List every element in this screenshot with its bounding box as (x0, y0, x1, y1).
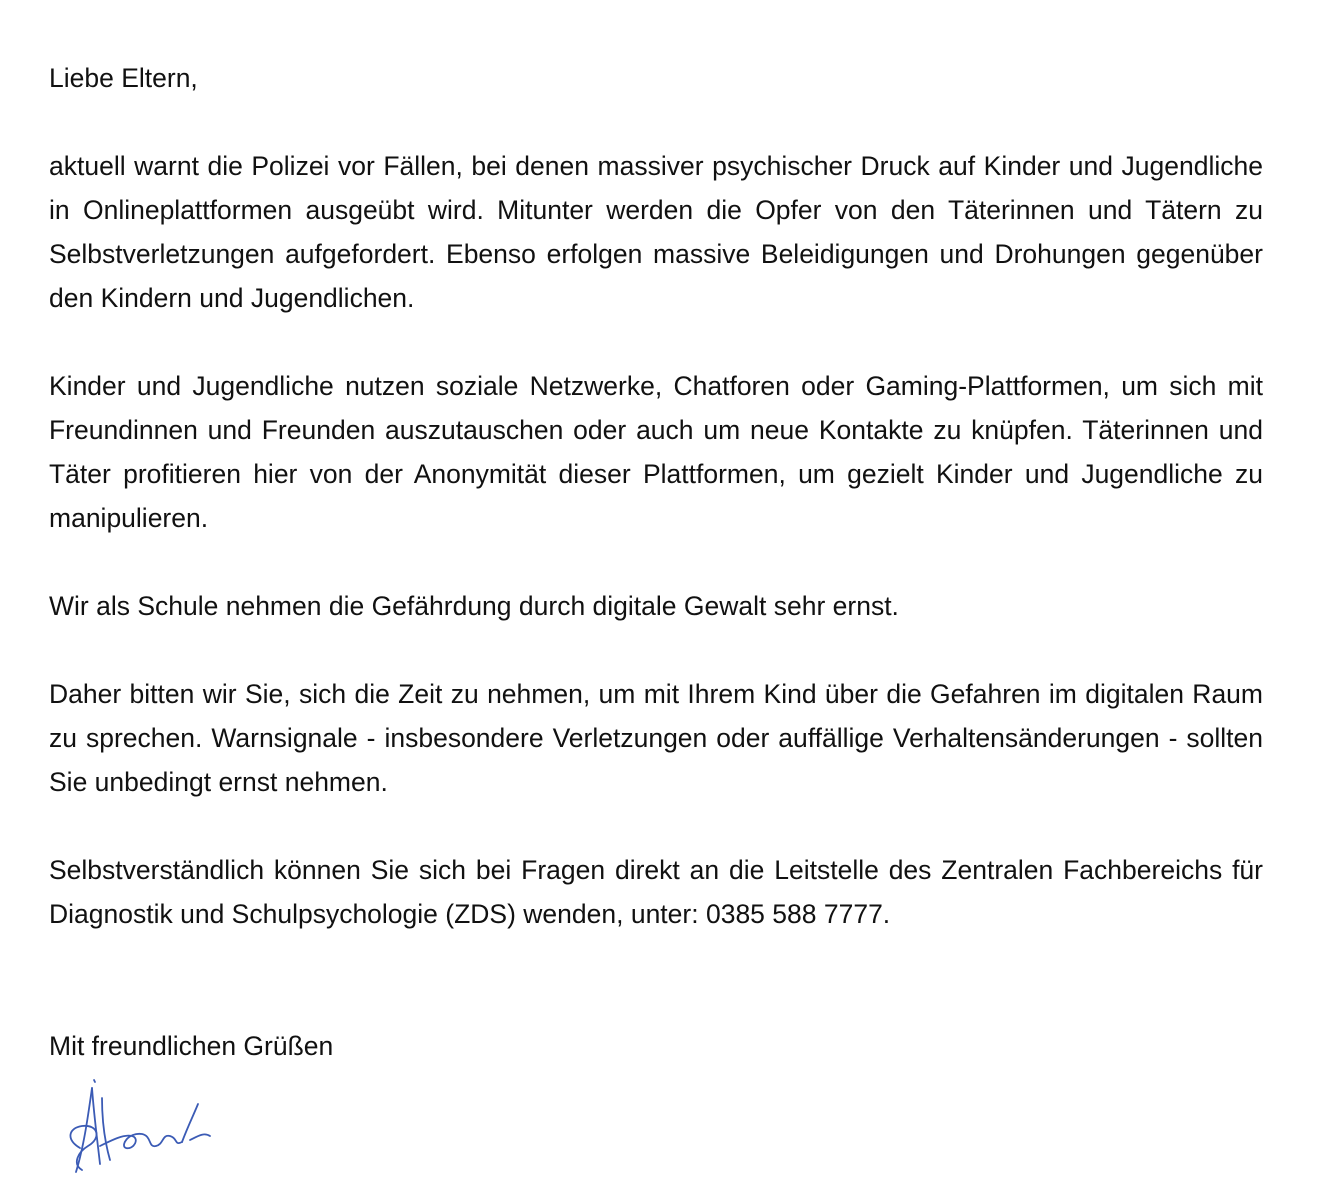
letter-body (49, 56, 1263, 1068)
paragraph-school-statement: Wir als Schule nehmen die Gefährdung durch digitale Gewalt sehr ernst. (49, 591, 899, 621)
paragraph-zds-contact: Selbstverständlich können Sie sich bei Fragen direkt an die Leitstelle des Zentralen Fachbereichs für Diagnostik und Schulpsychologie (ZDS) wenden, unter: 0385 588 7777. (49, 855, 1263, 929)
paragraph-parent-request: Daher bitten wir Sie, sich die Zeit zu nehmen, um mit Ihrem Kind über die Gefahren im digitalen Raum zu sprechen. Warnsignale - insbesondere Verletzungen oder auffällige Verhaltensänderungen - sollten Sie unbedingt ernst nehmen. (49, 679, 1263, 797)
paragraph-police-warning: aktuell warnt die Polizei vor Fällen, bei denen massiver psychischer Druck auf Kinder und Jugendliche in Onlineplattformen ausgeübt wird. Mitunter werden die Opfer von den Täterinnen und Tätern zu Selbstverletzungen aufgefordert. Ebenso erfolgen massive Beleidigungen und Drohungen gegenüber den Kindern und Jugendlichen. (49, 151, 1263, 313)
salutation: Liebe Eltern, (49, 63, 198, 93)
signature-drawing (58, 1076, 228, 1176)
paragraph-online-platforms: Kinder und Jugendliche nutzen soziale Netzwerke, Chatforen oder Gaming-Plattformen, um sich mit Freundinnen und Freunden auszutauschen oder auch um neue Kontakte zu knüpfen. Täterinnen und Täter profitieren hier von der Anonymität dieser Plattformen, um gezielt Kinder und Jugendliche zu manipulieren. (49, 371, 1263, 533)
handwritten-signature (58, 1076, 228, 1176)
closing-greeting: Mit freundlichen Grüßen (49, 1031, 334, 1061)
